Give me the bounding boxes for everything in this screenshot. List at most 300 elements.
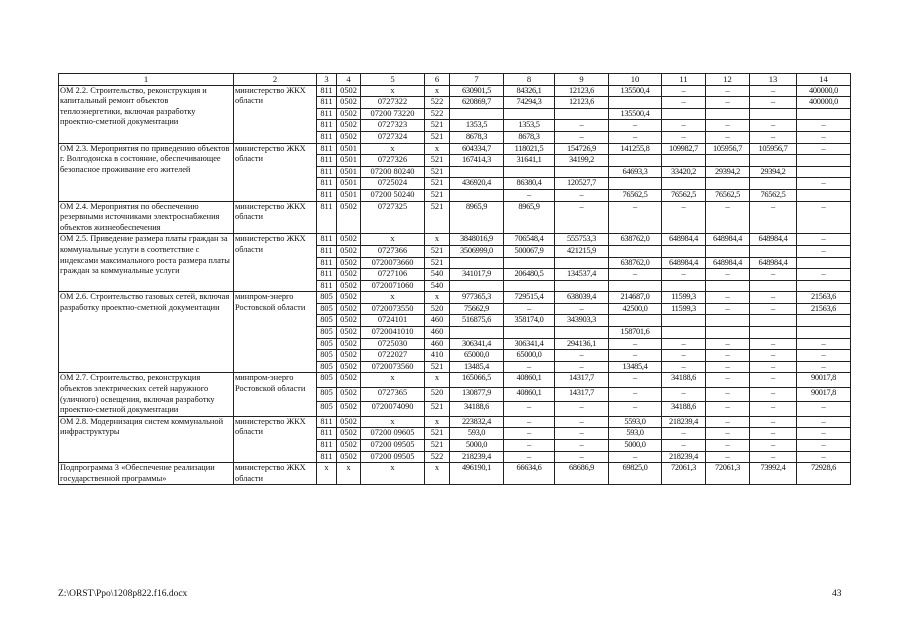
amount-cell: – xyxy=(797,440,851,452)
amount-cell: 3506999,0 xyxy=(450,245,504,257)
measure-name-cell: ОМ 2.3. Мероприятия по приведению объектов г. Волгодонска в состояние, обеспечивающее безопасное проживание его жителей xyxy=(59,143,234,201)
amount-cell: 40860,1 xyxy=(504,373,555,387)
column-number-cell: 5 xyxy=(361,74,425,86)
code-cell: 0501 xyxy=(337,143,361,155)
amount-cell: 134537,4 xyxy=(555,269,609,281)
amount-cell: – xyxy=(504,189,555,201)
amount-cell: – xyxy=(706,440,750,452)
amount-cell: 306341,4 xyxy=(504,338,555,350)
code-cell: 811 xyxy=(317,166,337,178)
code-cell: 0502 xyxy=(337,428,361,440)
code-cell: 410 xyxy=(425,350,450,362)
executor-cell: министерство ЖКХ области xyxy=(234,463,317,485)
amount-cell: 343903,3 xyxy=(555,315,609,327)
amount-cell: 34188,6 xyxy=(662,373,706,387)
amount-cell: – xyxy=(797,361,851,373)
amount-cell: – xyxy=(609,451,662,463)
amount-cell: 341017,9 xyxy=(450,269,504,281)
amount-cell: 13485,4 xyxy=(609,361,662,373)
amount-cell xyxy=(797,108,851,120)
executor-cell: министерство ЖКХ области xyxy=(234,234,317,292)
amount-cell: 500067,9 xyxy=(504,245,555,257)
code-cell: 811 xyxy=(317,85,337,97)
amount-cell: – xyxy=(662,350,706,362)
code-cell: 0720073660 xyxy=(361,257,425,269)
code-cell: 521 xyxy=(425,201,450,234)
amount-cell: – xyxy=(750,373,797,387)
amount-cell: – xyxy=(797,143,851,155)
amount-cell: 34199,2 xyxy=(555,155,609,167)
code-cell: x xyxy=(317,463,337,485)
code-cell: x xyxy=(425,416,450,428)
amount-cell: 120527,7 xyxy=(555,178,609,190)
code-cell: 521 xyxy=(425,131,450,143)
amount-cell: – xyxy=(706,338,750,350)
amount-cell: – xyxy=(706,292,750,304)
amount-cell: – xyxy=(555,303,609,315)
amount-cell: – xyxy=(555,440,609,452)
amount-cell: 167414,3 xyxy=(450,155,504,167)
amount-cell: – xyxy=(750,303,797,315)
code-cell: 0727106 xyxy=(361,269,425,281)
amount-cell: – xyxy=(555,120,609,132)
amount-cell: – xyxy=(797,178,851,190)
executor-cell: министерство ЖКХ области xyxy=(234,201,317,234)
code-cell: 0502 xyxy=(337,361,361,373)
amount-cell: – xyxy=(750,451,797,463)
amount-cell xyxy=(750,280,797,292)
column-number-cell: 6 xyxy=(425,74,450,86)
amount-cell xyxy=(706,108,750,120)
code-cell: 0501 xyxy=(337,155,361,167)
amount-cell: 400000,0 xyxy=(797,85,851,97)
amount-cell xyxy=(706,245,750,257)
amount-cell: 31641,1 xyxy=(504,155,555,167)
amount-cell xyxy=(609,280,662,292)
budget-table xyxy=(58,73,851,485)
executor-cell: министерство ЖКХ области xyxy=(234,143,317,201)
amount-cell: – xyxy=(750,350,797,362)
amount-cell: 141255,8 xyxy=(609,143,662,155)
code-cell: x xyxy=(337,463,361,485)
code-cell: x xyxy=(425,143,450,155)
table-row xyxy=(59,463,851,485)
measure-name-cell: ОМ 2.7. Строительство, реконструкция объектов электрических сетей наружного (уличного) освещения, включая разработку проектно-сметной документации xyxy=(59,373,234,416)
amount-cell xyxy=(750,245,797,257)
amount-cell xyxy=(750,108,797,120)
code-cell: 0727325 xyxy=(361,201,425,234)
code-cell: 805 xyxy=(317,387,337,401)
amount-cell: – xyxy=(662,428,706,440)
amount-cell: – xyxy=(504,361,555,373)
amount-cell: – xyxy=(750,387,797,401)
amount-cell xyxy=(504,166,555,178)
amount-cell: 5000,0 xyxy=(609,440,662,452)
amount-cell: 604334,7 xyxy=(450,143,504,155)
amount-cell xyxy=(609,315,662,327)
amount-cell: 66634,6 xyxy=(504,463,555,485)
code-cell: 521 xyxy=(425,166,450,178)
amount-cell: – xyxy=(797,245,851,257)
amount-cell: 648984,4 xyxy=(750,234,797,246)
amount-cell: – xyxy=(797,416,851,428)
amount-cell: 648984,4 xyxy=(750,257,797,269)
measure-name-cell: ОМ 2.2. Строительство, реконструкция и капитальный ремонт объектов теплоэнергетики, включая разработку проектно-сметной документации xyxy=(59,85,234,143)
column-number-cell: 1 xyxy=(59,74,234,86)
amount-cell xyxy=(797,189,851,201)
amount-cell: 165066,5 xyxy=(450,373,504,387)
budget-table-page xyxy=(58,73,850,485)
amount-cell: – xyxy=(750,416,797,428)
amount-cell: 12123,6 xyxy=(555,85,609,97)
amount-cell: 8678,3 xyxy=(450,131,504,143)
amount-cell xyxy=(450,189,504,201)
measure-name-cell: ОМ 2.5. Приведение размера платы граждан за коммунальные услуги в соответствие с индексами максимального роста размера платы граждан за коммунальные услуги xyxy=(59,234,234,292)
amount-cell xyxy=(750,327,797,339)
amount-cell: 76562,5 xyxy=(750,189,797,201)
amount-cell: 72061,3 xyxy=(662,463,706,485)
amount-cell: 638762,0 xyxy=(609,257,662,269)
code-cell: 811 xyxy=(317,257,337,269)
amount-cell: 12123,6 xyxy=(555,97,609,109)
code-cell: 0720041010 xyxy=(361,327,425,339)
code-cell: 0720074090 xyxy=(361,402,425,416)
column-number-row xyxy=(59,74,851,86)
amount-cell: 648984,4 xyxy=(706,234,750,246)
amount-cell: 218239,4 xyxy=(450,451,504,463)
code-cell: 0502 xyxy=(337,245,361,257)
amount-cell: – xyxy=(797,131,851,143)
amount-cell: – xyxy=(797,402,851,416)
code-cell: 811 xyxy=(317,280,337,292)
table-row xyxy=(59,143,851,155)
code-cell: 0722027 xyxy=(361,350,425,362)
amount-cell: 1353,5 xyxy=(504,120,555,132)
amount-cell: – xyxy=(750,85,797,97)
amount-cell: 135500,4 xyxy=(609,85,662,97)
amount-cell: – xyxy=(797,428,851,440)
amount-cell: – xyxy=(706,120,750,132)
amount-cell: 294136,1 xyxy=(555,338,609,350)
amount-cell: – xyxy=(504,451,555,463)
amount-cell: – xyxy=(750,131,797,143)
amount-cell: – xyxy=(662,387,706,401)
code-cell: 811 xyxy=(317,245,337,257)
code-cell: 811 xyxy=(317,97,337,109)
amount-cell xyxy=(555,257,609,269)
amount-cell: – xyxy=(555,131,609,143)
amount-cell: 358174,0 xyxy=(504,315,555,327)
code-cell: 0727326 xyxy=(361,155,425,167)
table-row xyxy=(59,201,851,234)
code-cell: 0502 xyxy=(337,327,361,339)
code-cell: 0502 xyxy=(337,257,361,269)
amount-cell: 214687,0 xyxy=(609,292,662,304)
code-cell: 07200 09605 xyxy=(361,428,425,440)
code-cell: x xyxy=(361,416,425,428)
amount-cell xyxy=(450,327,504,339)
amount-cell: – xyxy=(662,338,706,350)
amount-cell: 648984,4 xyxy=(662,234,706,246)
code-cell: x xyxy=(361,373,425,387)
amount-cell: – xyxy=(555,402,609,416)
amount-cell xyxy=(609,245,662,257)
amount-cell: 218239,4 xyxy=(662,451,706,463)
measure-name-cell: ОМ 2.6. Строительство газовых сетей, включая разработку проектно-сметной документации xyxy=(59,292,234,373)
executor-cell: минпром-энерго Ростовской области xyxy=(234,373,317,416)
amount-cell xyxy=(450,280,504,292)
amount-cell: 64693,3 xyxy=(609,166,662,178)
code-cell: 811 xyxy=(317,143,337,155)
amount-cell: – xyxy=(706,416,750,428)
code-cell: 0727366 xyxy=(361,245,425,257)
amount-cell: – xyxy=(706,85,750,97)
amount-cell: – xyxy=(706,373,750,387)
amount-cell xyxy=(797,280,851,292)
amount-cell: 11599,3 xyxy=(662,303,706,315)
code-cell: x xyxy=(361,234,425,246)
amount-cell: – xyxy=(555,350,609,362)
code-cell: 0502 xyxy=(337,120,361,132)
amount-cell: 223832,4 xyxy=(450,416,504,428)
amount-cell: 68686,9 xyxy=(555,463,609,485)
amount-cell: – xyxy=(662,131,706,143)
code-cell: 0720073560 xyxy=(361,361,425,373)
code-cell: 805 xyxy=(317,303,337,315)
amount-cell: – xyxy=(662,97,706,109)
column-number-cell: 8 xyxy=(504,74,555,86)
amount-cell: 5000,0 xyxy=(450,440,504,452)
code-cell: 521 xyxy=(425,402,450,416)
code-cell: 521 xyxy=(425,189,450,201)
amount-cell: 400000,0 xyxy=(797,97,851,109)
code-cell: 0725024 xyxy=(361,178,425,190)
amount-cell: 90017,8 xyxy=(797,387,851,401)
code-cell: 520 xyxy=(425,387,450,401)
code-cell: 805 xyxy=(317,327,337,339)
amount-cell: 218239,4 xyxy=(662,416,706,428)
code-cell: 522 xyxy=(425,451,450,463)
executor-cell: минпром-энерго Ростовской области xyxy=(234,292,317,373)
column-number-cell: 13 xyxy=(750,74,797,86)
amount-cell: – xyxy=(662,201,706,234)
amount-cell: – xyxy=(504,402,555,416)
amount-cell: – xyxy=(662,440,706,452)
amount-cell: 29394,2 xyxy=(706,166,750,178)
code-cell: 0502 xyxy=(337,131,361,143)
code-cell: 811 xyxy=(317,269,337,281)
amount-cell: – xyxy=(504,416,555,428)
amount-cell xyxy=(609,97,662,109)
amount-cell xyxy=(750,155,797,167)
amount-cell xyxy=(555,327,609,339)
executor-cell: министерство ЖКХ области xyxy=(234,416,317,462)
amount-cell: 42500,0 xyxy=(609,303,662,315)
amount-cell: 76562,5 xyxy=(706,189,750,201)
code-cell: 811 xyxy=(317,234,337,246)
amount-cell: 8678,3 xyxy=(504,131,555,143)
amount-cell: – xyxy=(797,350,851,362)
amount-cell xyxy=(450,108,504,120)
column-number-cell: 4 xyxy=(337,74,361,86)
amount-cell: 13485,4 xyxy=(450,361,504,373)
code-cell: 07200 73220 xyxy=(361,108,425,120)
amount-cell: – xyxy=(797,201,851,234)
amount-cell: 118021,5 xyxy=(504,143,555,155)
amount-cell: 648984,4 xyxy=(662,257,706,269)
code-cell: 805 xyxy=(317,315,337,327)
amount-cell xyxy=(797,257,851,269)
amount-cell: – xyxy=(609,201,662,234)
code-cell: 811 xyxy=(317,108,337,120)
column-number-cell: 14 xyxy=(797,74,851,86)
amount-cell: – xyxy=(662,85,706,97)
code-cell: 0502 xyxy=(337,440,361,452)
amount-cell xyxy=(450,257,504,269)
code-cell: 521 xyxy=(425,428,450,440)
code-cell: 0727365 xyxy=(361,387,425,401)
code-cell: 811 xyxy=(317,178,337,190)
amount-cell: 593,0 xyxy=(450,428,504,440)
amount-cell xyxy=(706,327,750,339)
amount-cell: 306341,4 xyxy=(450,338,504,350)
code-cell: 0720071060 xyxy=(361,280,425,292)
amount-cell: – xyxy=(750,402,797,416)
amount-cell: – xyxy=(797,120,851,132)
amount-cell: – xyxy=(504,428,555,440)
code-cell: 0725030 xyxy=(361,338,425,350)
document-path: Z:\ORST\Ppo\1208p822.f16.docx xyxy=(58,589,188,599)
column-number-cell: 9 xyxy=(555,74,609,86)
amount-cell: – xyxy=(750,269,797,281)
code-cell: 0502 xyxy=(337,85,361,97)
measure-name-cell: ОМ 2.4. Мероприятия по обеспечению резервными источниками электроснабжения объектов жизнеобеспечения xyxy=(59,201,234,234)
amount-cell xyxy=(662,108,706,120)
amount-cell: 154726,9 xyxy=(555,143,609,155)
amount-cell: – xyxy=(797,338,851,350)
code-cell: 540 xyxy=(425,280,450,292)
column-number-cell: 11 xyxy=(662,74,706,86)
amount-cell: – xyxy=(750,97,797,109)
amount-cell: – xyxy=(750,428,797,440)
amount-cell: 8965,9 xyxy=(504,201,555,234)
amount-cell xyxy=(555,280,609,292)
amount-cell: 74294,3 xyxy=(504,97,555,109)
column-number-cell: 2 xyxy=(234,74,317,86)
table-body xyxy=(59,74,851,485)
table-row xyxy=(59,234,851,246)
code-cell: 0502 xyxy=(337,234,361,246)
column-number-cell: 10 xyxy=(609,74,662,86)
column-number-cell: 7 xyxy=(450,74,504,86)
code-cell: 0502 xyxy=(337,315,361,327)
code-cell: 07200 50240 xyxy=(361,189,425,201)
code-cell: 0502 xyxy=(337,338,361,350)
code-cell: 521 xyxy=(425,245,450,257)
amount-cell: – xyxy=(609,269,662,281)
code-cell: 811 xyxy=(317,428,337,440)
amount-cell xyxy=(504,327,555,339)
amount-cell: – xyxy=(609,131,662,143)
code-cell: 811 xyxy=(317,120,337,132)
amount-cell: 135500,4 xyxy=(609,108,662,120)
amount-cell: – xyxy=(706,387,750,401)
amount-cell: 436920,4 xyxy=(450,178,504,190)
amount-cell: 86380,4 xyxy=(504,178,555,190)
amount-cell: – xyxy=(609,387,662,401)
code-cell: 805 xyxy=(317,338,337,350)
amount-cell: 516875,6 xyxy=(450,315,504,327)
amount-cell xyxy=(504,257,555,269)
amount-cell: – xyxy=(555,451,609,463)
code-cell: 0502 xyxy=(337,373,361,387)
amount-cell: – xyxy=(555,361,609,373)
amount-cell: – xyxy=(706,361,750,373)
code-cell: 805 xyxy=(317,292,337,304)
code-cell: 0502 xyxy=(337,416,361,428)
code-cell: 460 xyxy=(425,315,450,327)
amount-cell: – xyxy=(706,269,750,281)
code-cell: x xyxy=(425,463,450,485)
amount-cell: – xyxy=(797,234,851,246)
table-row xyxy=(59,85,851,97)
amount-cell: 76562,5 xyxy=(609,189,662,201)
amount-cell xyxy=(706,155,750,167)
code-cell: 805 xyxy=(317,350,337,362)
amount-cell: 130877,9 xyxy=(450,387,504,401)
amount-cell: 977365,3 xyxy=(450,292,504,304)
code-cell: 811 xyxy=(317,451,337,463)
code-cell: 0501 xyxy=(337,189,361,201)
code-cell: 805 xyxy=(317,402,337,416)
amount-cell xyxy=(662,178,706,190)
amount-cell xyxy=(609,155,662,167)
page-number: 43 xyxy=(832,589,842,599)
code-cell: x xyxy=(425,85,450,97)
code-cell: 0727323 xyxy=(361,120,425,132)
code-cell: x xyxy=(361,85,425,97)
amount-cell: 34188,6 xyxy=(450,402,504,416)
code-cell: 520 xyxy=(425,303,450,315)
amount-cell: 90017,8 xyxy=(797,373,851,387)
code-cell: 811 xyxy=(317,440,337,452)
amount-cell: 1353,5 xyxy=(450,120,504,132)
code-cell: 0502 xyxy=(337,292,361,304)
code-cell: 0502 xyxy=(337,303,361,315)
amount-cell xyxy=(662,155,706,167)
code-cell: x xyxy=(361,292,425,304)
code-cell: 460 xyxy=(425,338,450,350)
measure-name-cell: Подпрограмма 3 «Обеспечение реализации государственной программы» xyxy=(59,463,234,485)
amount-cell: 72061,3 xyxy=(706,463,750,485)
amount-cell: – xyxy=(750,440,797,452)
amount-cell: 29394,2 xyxy=(750,166,797,178)
amount-cell xyxy=(706,280,750,292)
amount-cell: – xyxy=(609,338,662,350)
code-cell: 0502 xyxy=(337,402,361,416)
code-cell: x xyxy=(361,143,425,155)
amount-cell: 14317,7 xyxy=(555,387,609,401)
amount-cell: 496190,1 xyxy=(450,463,504,485)
amount-cell: – xyxy=(609,120,662,132)
amount-cell: 33420,2 xyxy=(662,166,706,178)
amount-cell xyxy=(504,280,555,292)
code-cell: 0502 xyxy=(337,350,361,362)
amount-cell: 21563,6 xyxy=(797,292,851,304)
amount-cell: – xyxy=(706,428,750,440)
amount-cell: – xyxy=(706,451,750,463)
amount-cell: – xyxy=(555,189,609,201)
